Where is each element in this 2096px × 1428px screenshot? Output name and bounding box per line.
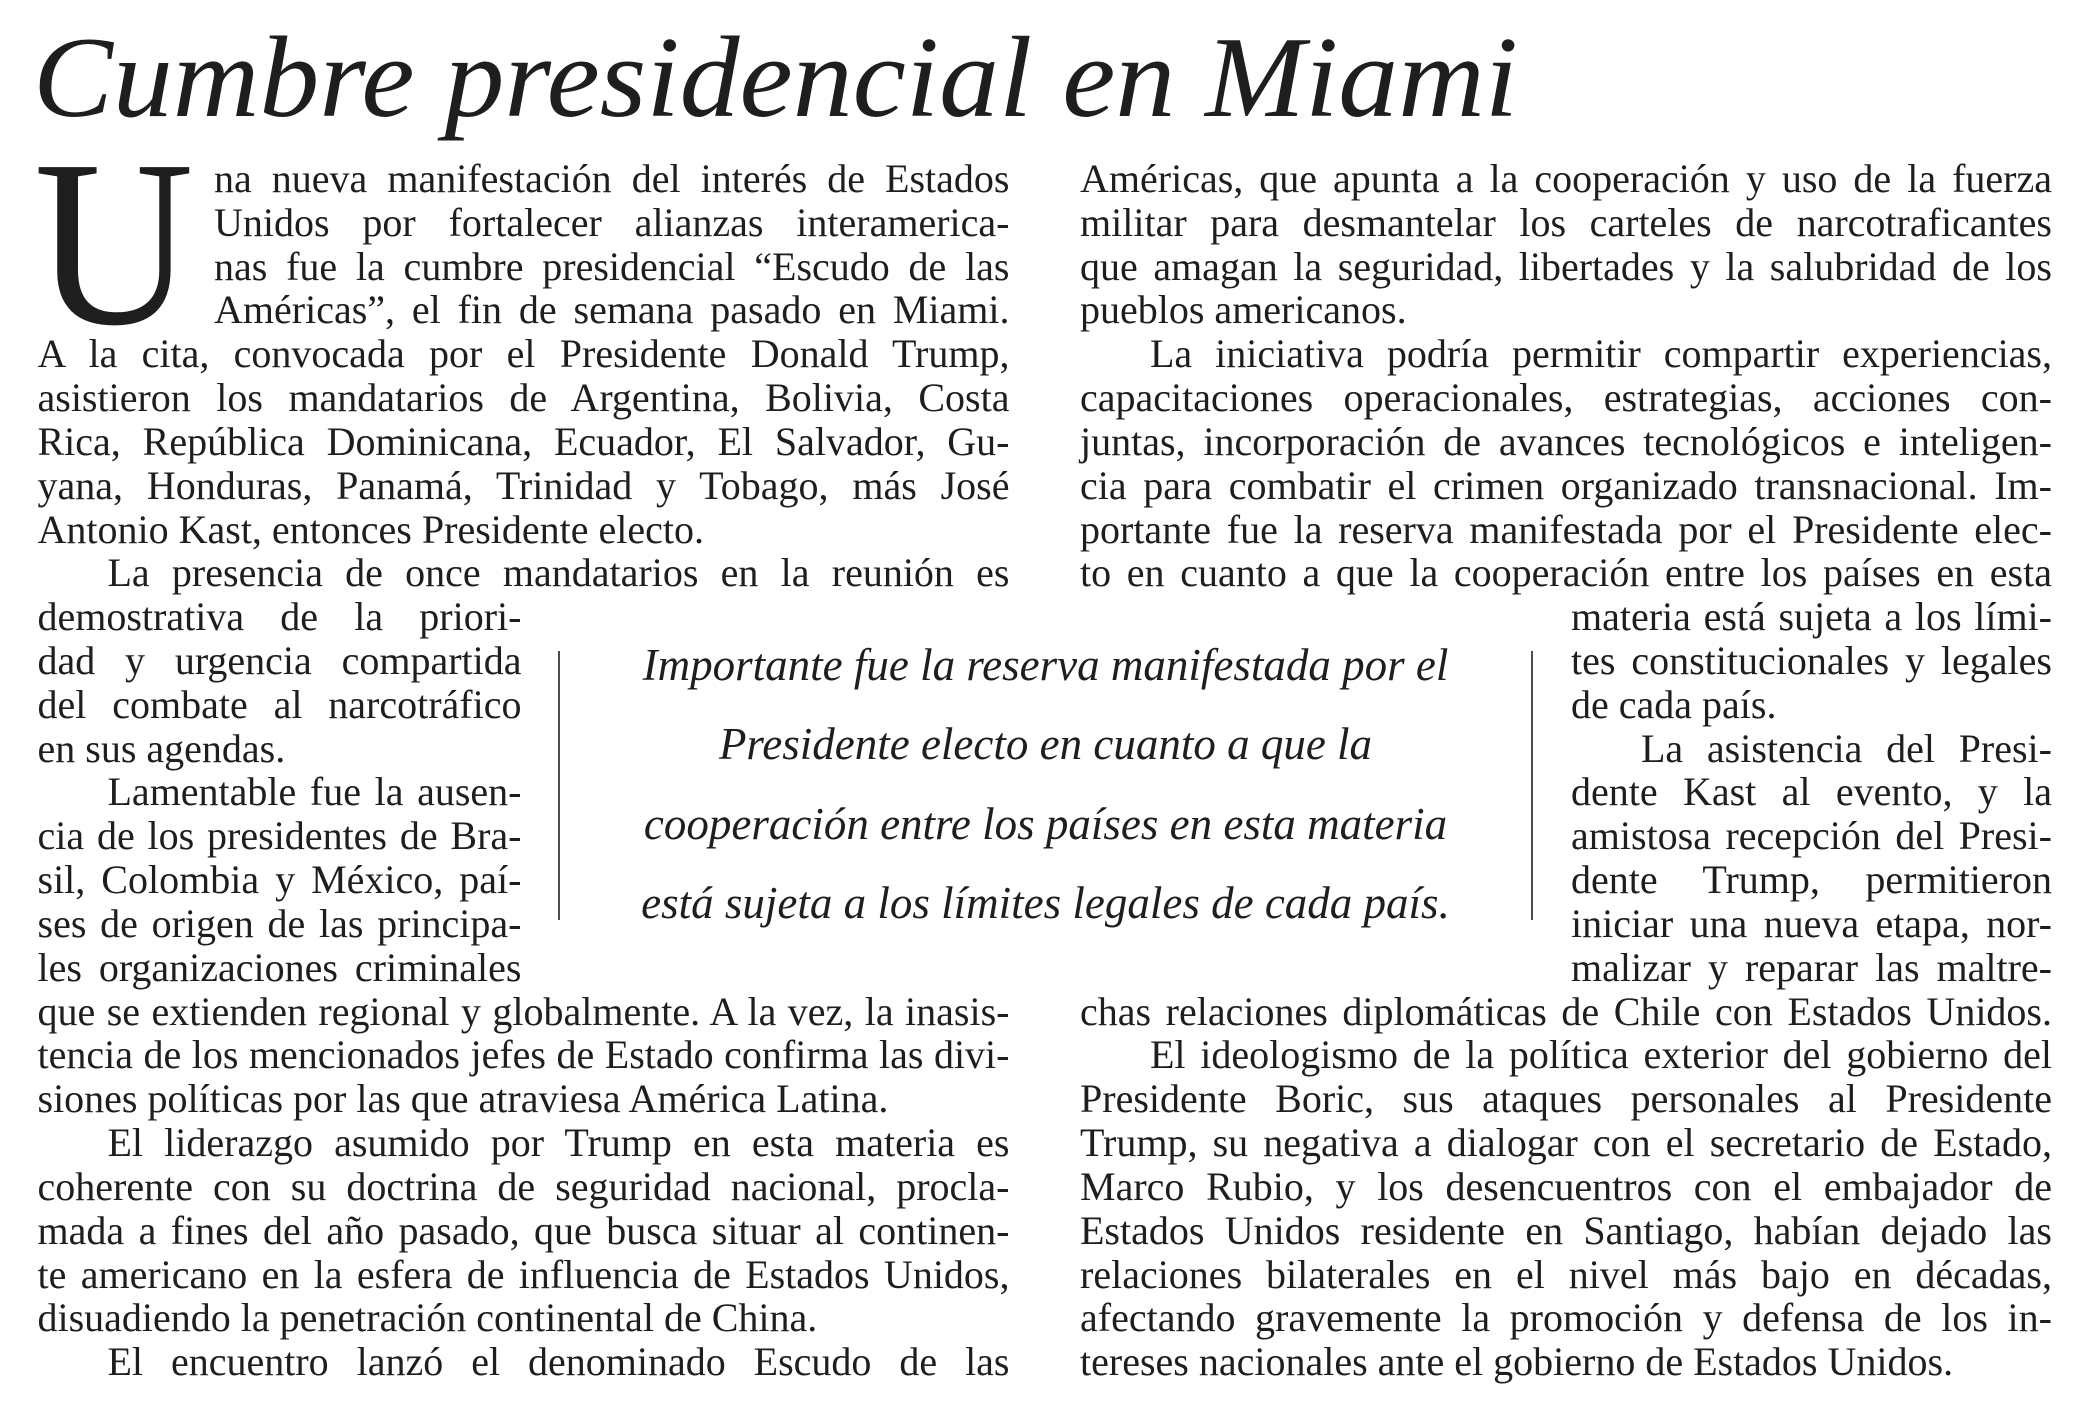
right-column-line: tes constitucionales y legales	[1571, 638, 2052, 684]
left-column-line: Lamentable fue la ausen-	[107, 769, 522, 815]
left-column-line: La presencia de once mandatarios en la reunión es	[107, 550, 1010, 596]
right-column-line: La iniciativa podría permitir compartir experiencias,	[1150, 331, 2052, 377]
right-column-line: dente Kast al evento, y la	[1571, 769, 2052, 815]
left-column-line: en sus agendas.	[37, 725, 286, 771]
left-column-line: Rica, República Dominicana, Ecuador, El Salvador, Gu-	[37, 418, 1010, 464]
right-column-line: to en cuanto a que la cooperación entre los países en esta	[1080, 550, 2052, 596]
right-column-line: militar para desmantelar los carteles de narcotraficantes	[1080, 199, 2052, 245]
drop-cap: U	[34, 111, 194, 375]
left-column-line: disuadiendo la penetración continental de China.	[37, 1295, 818, 1341]
right-column-line: juntas, incorporación de avances tecnológicos e inteligen-	[1080, 418, 2052, 464]
left-column-line: te americano en la esfera de influencia de Estados Unidos,	[37, 1251, 1010, 1297]
right-column-line: que amagan la seguridad, libertades y la salubridad de los	[1080, 243, 2052, 289]
right-column-line: pueblos americanos.	[1080, 287, 1407, 333]
pull-quote-line: cooperación entre los países en esta materia	[643, 798, 1448, 849]
right-column-line: iniciar una nueva etapa, nor-	[1571, 900, 2052, 946]
right-column-line: de cada país.	[1571, 681, 1777, 727]
right-column-line: Trump, su negativa a dialogar con el secretario de Estado,	[1080, 1120, 2052, 1166]
left-column-line: sil, Colombia y México, paí-	[37, 857, 522, 903]
pull-quote-line: Importante fue la reserva manifestada por el	[642, 640, 1449, 690]
right-column-line: relaciones bilaterales en el nivel más bajo en décadas,	[1080, 1251, 2052, 1297]
right-column-line: La asistencia del Presi-	[1641, 725, 2052, 771]
left-column-line: yana, Honduras, Panamá, Trinidad y Tobago, más José	[37, 462, 1010, 508]
right-column-line: materia está sujeta a los lími-	[1571, 594, 2052, 640]
left-column-line: A la cita, convocada por el Presidente Donald Trump,	[37, 331, 1010, 377]
right-column-line: Estados Unidos residente en Santiago, habían dejado las	[1080, 1207, 2052, 1253]
left-column-line: coherente con su doctrina de seguridad nacional, procla-	[37, 1163, 1010, 1209]
left-column-line: les organizaciones criminales	[37, 944, 522, 990]
left-column-line: mada a fines del año pasado, que busca situar al continen-	[37, 1207, 1010, 1253]
left-column-line: demostrativa de la priori-	[37, 594, 522, 640]
right-column-line: tereses nacionales ante el gobierno de Estados Unidos.	[1080, 1339, 1954, 1385]
left-column-line: Antonio Kast, entonces Presidente electo.	[37, 506, 704, 552]
left-column-line: cia de los presidentes de Bra-	[37, 813, 522, 859]
headline: Cumbre presidencial en Miami	[33, 14, 1518, 142]
left-column-line: siones políticas por las que atraviesa América Latina.	[37, 1076, 889, 1122]
right-column-line: El ideologismo de la política exterior del gobierno del	[1150, 1032, 2052, 1078]
right-column-line: capacitaciones operacionales, estrategias, acciones con-	[1080, 375, 2052, 421]
right-column-line: malizar y reparar las maltre-	[1571, 944, 2052, 990]
right-column-line: portante fue la reserva manifestada por el Presidente elec-	[1080, 506, 2052, 552]
right-column-line: cia para combatir el crimen organizado transnacional. Im-	[1080, 462, 2052, 508]
left-column-line: dad y urgencia compartida	[37, 638, 522, 684]
right-column-line: Américas, que apunta a la cooperación y uso de la fuerza	[1080, 156, 2052, 201]
left-column-line: asistieron los mandatarios de Argentina, Bolivia, Costa	[37, 375, 1010, 421]
left-column-line: El liderazgo asumido por Trump en esta materia es	[107, 1120, 1010, 1166]
right-column-line: Presidente Boric, sus ataques personales al Presidente	[1080, 1076, 2052, 1122]
left-column-line: nas fue la cumbre presidencial “Escudo de las	[214, 243, 1010, 289]
left-column-line: del combate al narcotráfico	[37, 681, 522, 727]
left-column-line: que se extienden regional y globalmente. A la vez, la inasis-	[37, 988, 1010, 1034]
right-column-line: afectando gravemente la promoción y defensa de los in-	[1080, 1295, 2052, 1341]
left-column-line: ses de origen de las principa-	[37, 900, 522, 946]
right-column-line: Marco Rubio, y los desencuentros con el embajador de	[1080, 1163, 2052, 1209]
right-column-line: chas relaciones diplomáticas de Chile con Estados Unidos.	[1080, 988, 2052, 1034]
left-column-line: Unidos por fortalecer alianzas interamerica-	[214, 199, 1010, 245]
left-column-line: Américas”, el fin de semana pasado en Miami.	[214, 287, 1010, 333]
pull-quote-line: Presidente electo en cuanto a que la	[718, 719, 1373, 770]
left-column-line: na nueva manifestación del interés de Estados	[214, 156, 1010, 201]
left-column-line: El encuentro lanzó el denominado Escudo de las	[107, 1339, 1010, 1385]
pull-quote-line: está sujeta a los límites legales de cada país.	[641, 877, 1450, 928]
right-column-line: amistosa recepción del Presi-	[1571, 813, 2052, 859]
right-column-line: dente Trump, permitieron	[1571, 857, 2052, 903]
pull-quote	[559, 626, 1532, 943]
left-column-line: tencia de los mencionados jefes de Estado confirma las divi-	[37, 1032, 1010, 1078]
